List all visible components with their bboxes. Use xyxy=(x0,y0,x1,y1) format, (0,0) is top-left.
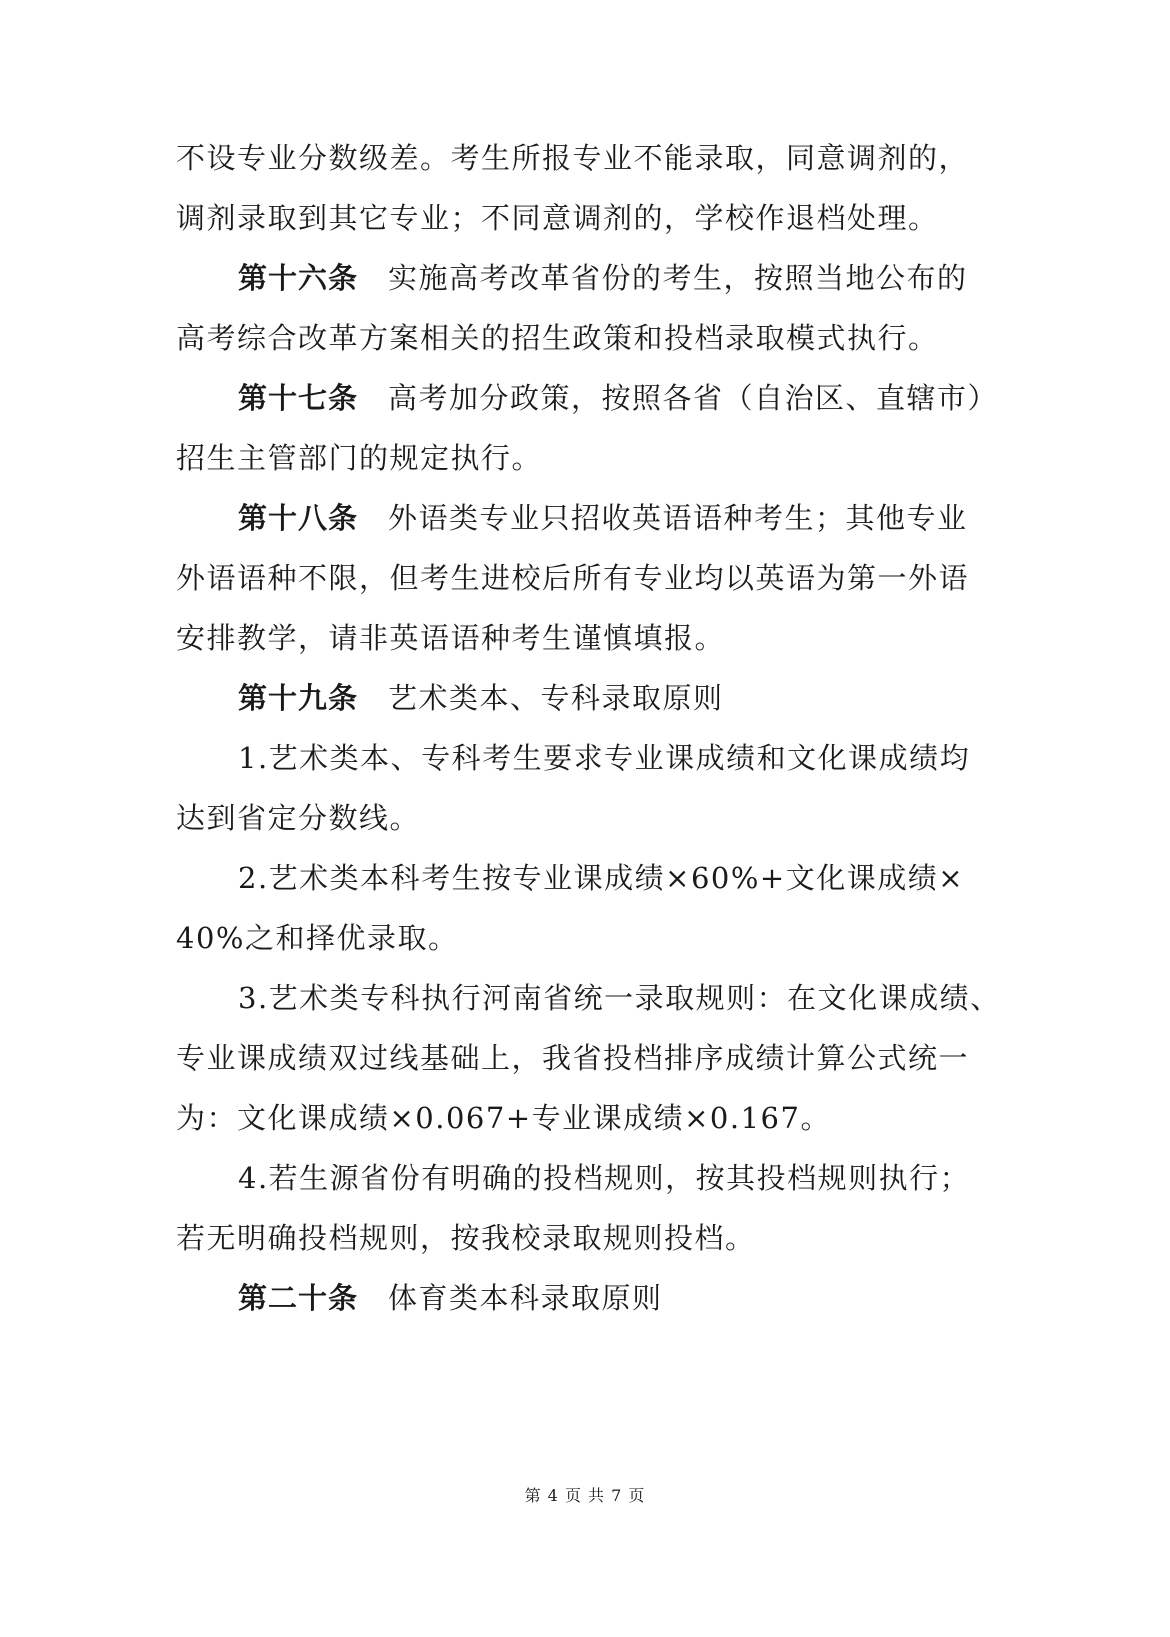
line-text: 3.艺术类专科执行河南省统一录取规则：在文化课成绩、 xyxy=(238,981,1001,1015)
paragraph-line xyxy=(176,1088,1006,1148)
line-text: 40%之和择优录取。 xyxy=(176,921,459,955)
line-text: 4.若生源省份有明确的投档规则，按其投档规则执行； xyxy=(238,1161,971,1195)
line-text: 招生主管部门的规定执行。 xyxy=(176,441,543,475)
line-text: 外语类专业只招收英语语种考生；其他专业 xyxy=(388,501,968,535)
article-18-line xyxy=(176,488,1006,548)
article-19-line xyxy=(176,668,1006,728)
paragraph-line xyxy=(176,1028,1006,1088)
list-item-line xyxy=(176,1148,1006,1208)
line-text: 专业课成绩双过线基础上，我省投档排序成绩计算公式统一 xyxy=(176,1041,970,1075)
line-text: 体育类本科录取原则 xyxy=(388,1281,663,1315)
line-text: 若无明确投档规则，按我校录取规则投档。 xyxy=(176,1221,756,1255)
paragraph-line xyxy=(176,548,1006,608)
paragraph-line xyxy=(176,428,1006,488)
list-item-line xyxy=(176,848,1006,908)
paragraph-line xyxy=(176,608,1006,668)
paragraph-line xyxy=(176,908,1006,968)
paragraph-line xyxy=(176,1208,1006,1268)
line-text: 1.艺术类本、专科考生要求专业课成绩和文化课成绩均 xyxy=(238,741,971,775)
paragraph-line xyxy=(176,128,1006,188)
paragraph-line xyxy=(176,308,1006,368)
line-text: 调剂录取到其它专业；不同意调剂的，学校作退档处理。 xyxy=(176,201,939,235)
page-number-footer: 第 4 页 共 7 页 xyxy=(524,1486,646,1505)
line-text: 实施高考改革省份的考生，按照当地公布的 xyxy=(388,261,968,295)
paragraph-line xyxy=(176,788,1006,848)
list-item-line xyxy=(176,968,1006,1028)
article-17-line xyxy=(176,368,1006,428)
line-text: 为：文化课成绩×0.067+专业课成绩×0.167。 xyxy=(176,1101,831,1135)
document-body xyxy=(176,128,1006,1328)
article-title: 第十八条 xyxy=(238,501,359,535)
article-title: 第二十条 xyxy=(238,1281,359,1315)
article-title: 第十七条 xyxy=(238,381,359,415)
list-item-line xyxy=(176,728,1006,788)
paragraph-line xyxy=(176,188,1006,248)
article-16-line xyxy=(176,248,1006,308)
line-text: 安排教学，请非英语语种考生谨慎填报。 xyxy=(176,621,726,655)
line-text: 外语语种不限，但考生进校后所有专业均以英语为第一外语 xyxy=(176,561,970,595)
article-title: 第十六条 xyxy=(238,261,359,295)
line-text: 不设专业分数级差。考生所报专业不能录取，同意调剂的， xyxy=(176,141,970,175)
line-text: 高考综合改革方案相关的招生政策和投档录取模式执行。 xyxy=(176,321,939,355)
line-text: 2.艺术类本科考生按专业课成绩×60%+文化课成绩× xyxy=(238,861,965,895)
line-text: 高考加分政策，按照各省（自治区、直辖市） xyxy=(388,381,999,415)
article-20-line xyxy=(176,1268,1006,1328)
article-title: 第十九条 xyxy=(238,681,359,715)
line-text: 艺术类本、专科录取原则 xyxy=(388,681,724,715)
line-text: 达到省定分数线。 xyxy=(176,801,421,835)
